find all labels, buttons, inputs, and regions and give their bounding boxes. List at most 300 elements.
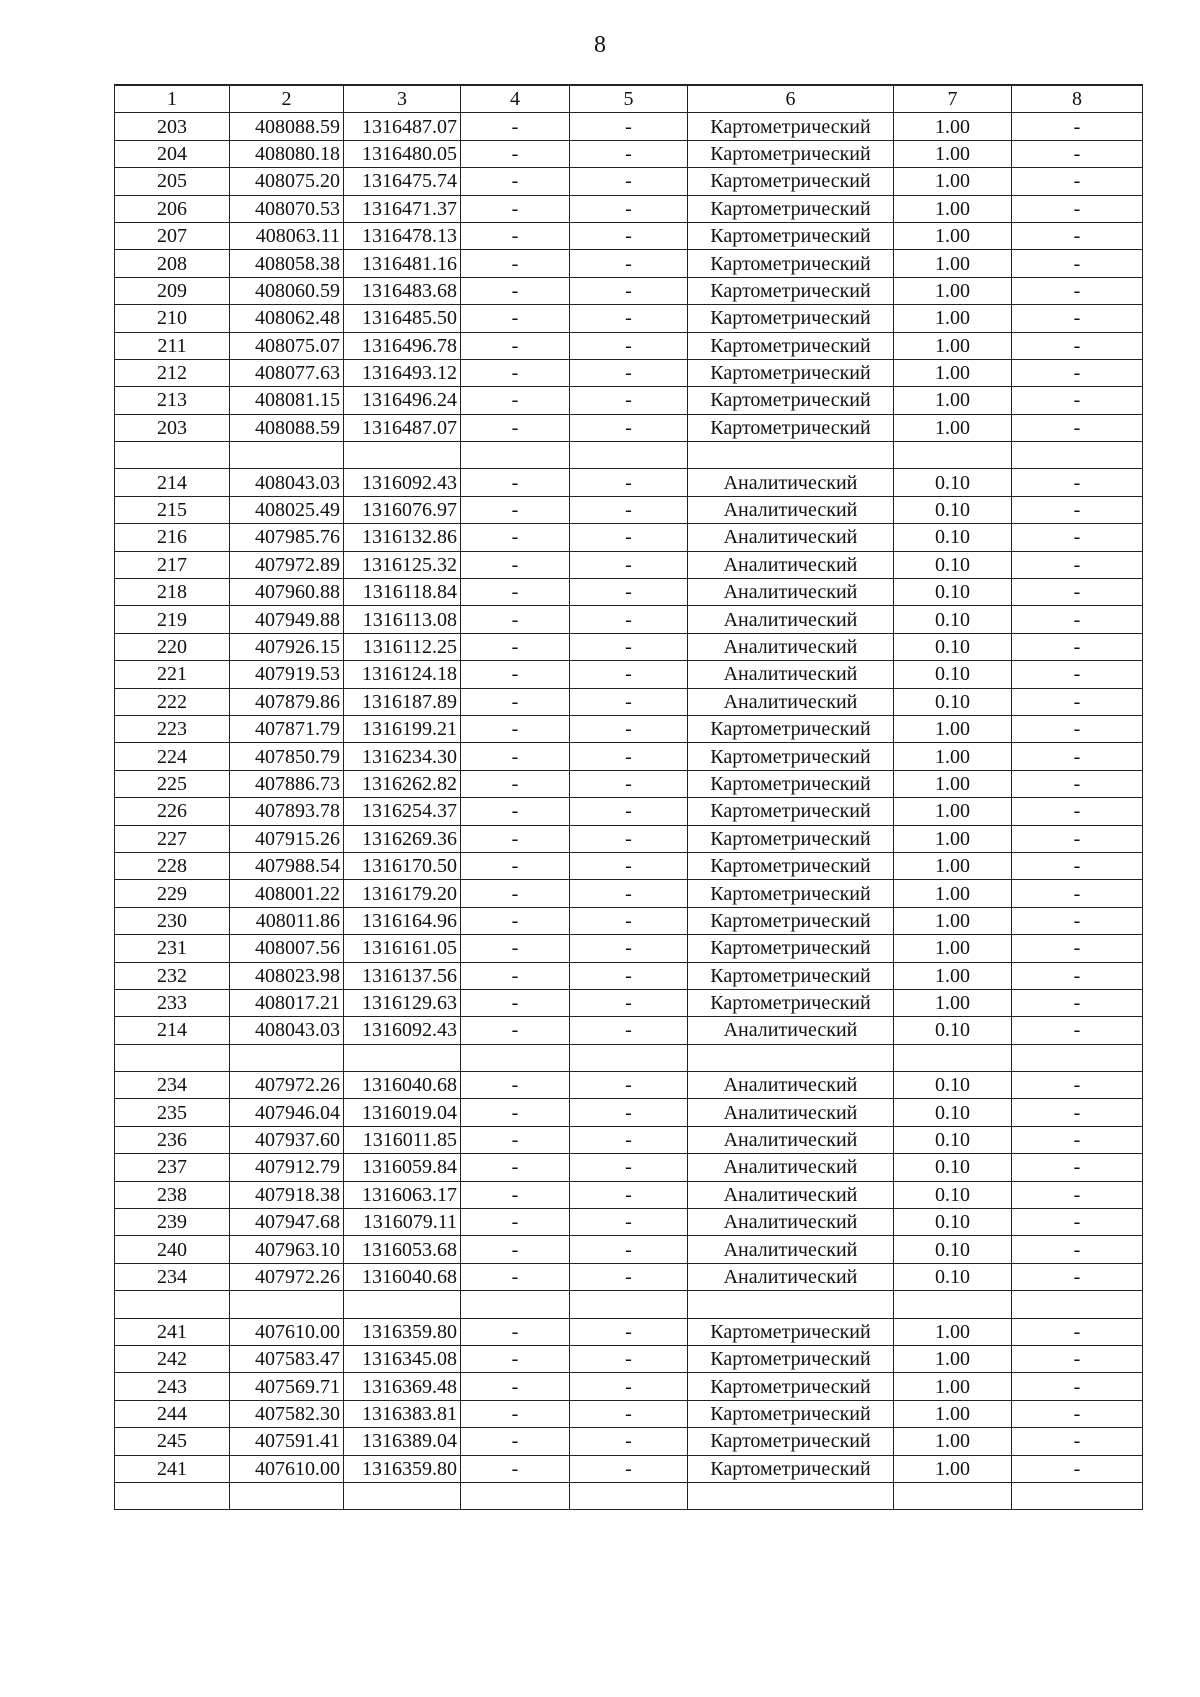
col-4-cell: - xyxy=(461,715,570,742)
table-row xyxy=(115,935,1143,962)
table-row xyxy=(115,387,1143,414)
method-cell: Картометрический xyxy=(688,140,894,167)
y-coordinate-cell: 1316262.82 xyxy=(344,770,461,797)
accuracy-cell: 1.00 xyxy=(894,1373,1012,1400)
method-cell: Аналитический xyxy=(688,1236,894,1263)
col-4-cell: - xyxy=(461,743,570,770)
point-number-cell: 238 xyxy=(115,1181,230,1208)
table-row xyxy=(115,277,1143,304)
table-row xyxy=(115,715,1143,742)
point-number-cell: 224 xyxy=(115,743,230,770)
x-coordinate-cell: 408080.18 xyxy=(230,140,344,167)
y-coordinate-cell: 1316496.24 xyxy=(344,387,461,414)
point-number-cell: 222 xyxy=(115,688,230,715)
y-coordinate-cell: 1316053.68 xyxy=(344,1236,461,1263)
col-8-cell: - xyxy=(1012,1181,1143,1208)
y-coordinate-cell: 1316040.68 xyxy=(344,1072,461,1099)
point-number-cell: 233 xyxy=(115,989,230,1016)
x-coordinate-cell: 407879.86 xyxy=(230,688,344,715)
y-coordinate-cell: 1316389.04 xyxy=(344,1428,461,1455)
col-8-cell: - xyxy=(1012,496,1143,523)
col-4-cell: - xyxy=(461,551,570,578)
y-coordinate-cell: 1316369.48 xyxy=(344,1373,461,1400)
y-coordinate-cell: 1316092.43 xyxy=(344,1017,461,1044)
col-4-cell: - xyxy=(461,1236,570,1263)
y-coordinate-cell: 1316079.11 xyxy=(344,1209,461,1236)
y-coordinate-cell: 1316125.32 xyxy=(344,551,461,578)
accuracy-cell: 0.10 xyxy=(894,551,1012,578)
x-coordinate-cell: 408001.22 xyxy=(230,880,344,907)
column-header: 6 xyxy=(688,85,894,113)
method-cell: Картометрический xyxy=(688,1455,894,1482)
x-coordinate-cell xyxy=(230,1044,344,1071)
col-5-cell: - xyxy=(570,688,688,715)
col-4-cell: - xyxy=(461,1318,570,1345)
method-cell: Картометрический xyxy=(688,1428,894,1455)
accuracy-cell: 0.10 xyxy=(894,524,1012,551)
method-cell xyxy=(688,1482,894,1509)
accuracy-cell: 1.00 xyxy=(894,715,1012,742)
table-header-row xyxy=(115,85,1143,113)
col-4-cell xyxy=(461,1482,570,1509)
point-number-cell: 218 xyxy=(115,579,230,606)
accuracy-cell: 1.00 xyxy=(894,332,1012,359)
method-cell: Аналитический xyxy=(688,688,894,715)
point-number-cell: 204 xyxy=(115,140,230,167)
col-8-cell: - xyxy=(1012,277,1143,304)
x-coordinate-cell: 408075.07 xyxy=(230,332,344,359)
x-coordinate-cell: 408043.03 xyxy=(230,469,344,496)
point-number-cell xyxy=(115,1482,230,1509)
col-8-cell: - xyxy=(1012,1126,1143,1153)
table-spacer-row xyxy=(115,442,1143,469)
col-4-cell: - xyxy=(461,989,570,1016)
col-4-cell: - xyxy=(461,661,570,688)
table-row xyxy=(115,469,1143,496)
table-row xyxy=(115,250,1143,277)
method-cell xyxy=(688,442,894,469)
col-5-cell: - xyxy=(570,1209,688,1236)
point-number-cell: 234 xyxy=(115,1072,230,1099)
column-header: 7 xyxy=(894,85,1012,113)
y-coordinate-cell: 1316011.85 xyxy=(344,1126,461,1153)
col-4-cell: - xyxy=(461,579,570,606)
method-cell: Картометрический xyxy=(688,825,894,852)
method-cell: Аналитический xyxy=(688,1209,894,1236)
table-row xyxy=(115,524,1143,551)
x-coordinate-cell: 408088.59 xyxy=(230,414,344,441)
table-row xyxy=(115,305,1143,332)
x-coordinate-cell: 408011.86 xyxy=(230,907,344,934)
y-coordinate-cell xyxy=(344,442,461,469)
x-coordinate-cell: 407985.76 xyxy=(230,524,344,551)
table-row xyxy=(115,113,1143,140)
point-number-cell: 241 xyxy=(115,1318,230,1345)
method-cell: Аналитический xyxy=(688,1017,894,1044)
col-4-cell: - xyxy=(461,1373,570,1400)
x-coordinate-cell: 408062.48 xyxy=(230,305,344,332)
y-coordinate-cell xyxy=(344,1482,461,1509)
accuracy-cell: 0.10 xyxy=(894,469,1012,496)
x-coordinate-cell: 408060.59 xyxy=(230,277,344,304)
col-8-cell: - xyxy=(1012,387,1143,414)
col-5-cell: - xyxy=(570,332,688,359)
point-number-cell: 203 xyxy=(115,414,230,441)
y-coordinate-cell: 1316199.21 xyxy=(344,715,461,742)
x-coordinate-cell: 408023.98 xyxy=(230,962,344,989)
col-5-cell: - xyxy=(570,1263,688,1290)
point-number-cell: 232 xyxy=(115,962,230,989)
table-row xyxy=(115,1181,1143,1208)
x-coordinate-cell: 408081.15 xyxy=(230,387,344,414)
method-cell: Картометрический xyxy=(688,277,894,304)
accuracy-cell: 1.00 xyxy=(894,880,1012,907)
col-8-cell: - xyxy=(1012,1373,1143,1400)
col-5-cell: - xyxy=(570,880,688,907)
col-8-cell: - xyxy=(1012,688,1143,715)
accuracy-cell: 0.10 xyxy=(894,1154,1012,1181)
accuracy-cell: 0.10 xyxy=(894,1017,1012,1044)
table-row xyxy=(115,606,1143,633)
method-cell: Картометрический xyxy=(688,743,894,770)
table-row xyxy=(115,798,1143,825)
x-coordinate-cell: 407947.68 xyxy=(230,1209,344,1236)
x-coordinate-cell: 408025.49 xyxy=(230,496,344,523)
accuracy-cell: 1.00 xyxy=(894,277,1012,304)
col-4-cell: - xyxy=(461,1099,570,1126)
point-number-cell: 219 xyxy=(115,606,230,633)
accuracy-cell: 1.00 xyxy=(894,140,1012,167)
col-4-cell: - xyxy=(461,825,570,852)
accuracy-cell: 1.00 xyxy=(894,935,1012,962)
col-5-cell: - xyxy=(570,222,688,249)
method-cell: Картометрический xyxy=(688,414,894,441)
col-4-cell: - xyxy=(461,222,570,249)
table-row xyxy=(115,414,1143,441)
x-coordinate-cell: 407918.38 xyxy=(230,1181,344,1208)
accuracy-cell: 0.10 xyxy=(894,1126,1012,1153)
col-5-cell: - xyxy=(570,496,688,523)
x-coordinate-cell: 407893.78 xyxy=(230,798,344,825)
method-cell: Аналитический xyxy=(688,469,894,496)
accuracy-cell: 1.00 xyxy=(894,852,1012,879)
table-row xyxy=(115,962,1143,989)
y-coordinate-cell: 1316019.04 xyxy=(344,1099,461,1126)
col-5-cell: - xyxy=(570,113,688,140)
table-row xyxy=(115,743,1143,770)
col-8-cell: - xyxy=(1012,250,1143,277)
y-coordinate-cell: 1316254.37 xyxy=(344,798,461,825)
col-4-cell: - xyxy=(461,798,570,825)
x-coordinate-cell: 407926.15 xyxy=(230,633,344,660)
table-spacer-row xyxy=(115,1291,1143,1318)
table-row xyxy=(115,1428,1143,1455)
method-cell: Картометрический xyxy=(688,907,894,934)
point-number-cell xyxy=(115,1044,230,1071)
table-row xyxy=(115,195,1143,222)
col-8-cell: - xyxy=(1012,222,1143,249)
table-row xyxy=(115,1209,1143,1236)
method-cell: Аналитический xyxy=(688,524,894,551)
x-coordinate-cell: 408043.03 xyxy=(230,1017,344,1044)
point-number-cell: 244 xyxy=(115,1400,230,1427)
page-number: 8 xyxy=(594,32,606,58)
table-row xyxy=(115,1455,1143,1482)
col-4-cell: - xyxy=(461,414,570,441)
col-5-cell: - xyxy=(570,277,688,304)
method-cell xyxy=(688,1291,894,1318)
col-4-cell: - xyxy=(461,907,570,934)
x-coordinate-cell: 407591.41 xyxy=(230,1428,344,1455)
col-8-cell: - xyxy=(1012,989,1143,1016)
x-coordinate-cell: 408088.59 xyxy=(230,113,344,140)
accuracy-cell: 1.00 xyxy=(894,387,1012,414)
x-coordinate-cell: 407960.88 xyxy=(230,579,344,606)
accuracy-cell: 0.10 xyxy=(894,633,1012,660)
accuracy-cell: 0.10 xyxy=(894,606,1012,633)
col-8-cell: - xyxy=(1012,305,1143,332)
method-cell: Аналитический xyxy=(688,1181,894,1208)
col-5-cell: - xyxy=(570,1400,688,1427)
method-cell: Картометрический xyxy=(688,798,894,825)
point-number-cell: 243 xyxy=(115,1373,230,1400)
point-number-cell xyxy=(115,1291,230,1318)
y-coordinate-cell: 1316345.08 xyxy=(344,1345,461,1372)
x-coordinate-cell: 407886.73 xyxy=(230,770,344,797)
col-8-cell: - xyxy=(1012,1236,1143,1263)
table-row xyxy=(115,496,1143,523)
col-8-cell: - xyxy=(1012,715,1143,742)
col-4-cell: - xyxy=(461,1072,570,1099)
point-number-cell: 210 xyxy=(115,305,230,332)
col-8-cell: - xyxy=(1012,798,1143,825)
col-4-cell: - xyxy=(461,606,570,633)
y-coordinate-cell: 1316481.16 xyxy=(344,250,461,277)
table-row xyxy=(115,1236,1143,1263)
column-header: 4 xyxy=(461,85,570,113)
col-5-cell: - xyxy=(570,1455,688,1482)
method-cell: Аналитический xyxy=(688,633,894,660)
col-4-cell: - xyxy=(461,140,570,167)
table-row xyxy=(115,633,1143,660)
table-row xyxy=(115,825,1143,852)
x-coordinate-cell: 407937.60 xyxy=(230,1126,344,1153)
y-coordinate-cell: 1316187.89 xyxy=(344,688,461,715)
accuracy-cell: 1.00 xyxy=(894,798,1012,825)
accuracy-cell: 1.00 xyxy=(894,168,1012,195)
point-number-cell: 214 xyxy=(115,1017,230,1044)
table-row xyxy=(115,1373,1143,1400)
method-cell: Картометрический xyxy=(688,935,894,962)
y-coordinate-cell: 1316161.05 xyxy=(344,935,461,962)
col-5-cell: - xyxy=(570,1126,688,1153)
point-number-cell: 217 xyxy=(115,551,230,578)
point-number-cell: 221 xyxy=(115,661,230,688)
col-5-cell: - xyxy=(570,359,688,386)
col-4-cell: - xyxy=(461,168,570,195)
y-coordinate-cell: 1316234.30 xyxy=(344,743,461,770)
table-row xyxy=(115,1263,1143,1290)
method-cell: Аналитический xyxy=(688,496,894,523)
col-4-cell xyxy=(461,1044,570,1071)
col-4-cell: - xyxy=(461,113,570,140)
point-number-cell: 223 xyxy=(115,715,230,742)
col-4-cell: - xyxy=(461,1428,570,1455)
x-coordinate-cell: 408007.56 xyxy=(230,935,344,962)
col-4-cell: - xyxy=(461,195,570,222)
col-8-cell: - xyxy=(1012,1455,1143,1482)
column-header: 8 xyxy=(1012,85,1143,113)
accuracy-cell xyxy=(894,1482,1012,1509)
x-coordinate-cell: 407972.26 xyxy=(230,1263,344,1290)
method-cell: Аналитический xyxy=(688,1126,894,1153)
col-4-cell: - xyxy=(461,469,570,496)
coordinates-table xyxy=(114,84,1143,1510)
col-8-cell: - xyxy=(1012,1017,1143,1044)
point-number-cell: 208 xyxy=(115,250,230,277)
y-coordinate-cell: 1316113.08 xyxy=(344,606,461,633)
col-4-cell: - xyxy=(461,1126,570,1153)
point-number-cell: 216 xyxy=(115,524,230,551)
y-coordinate-cell: 1316124.18 xyxy=(344,661,461,688)
y-coordinate-cell: 1316132.86 xyxy=(344,524,461,551)
accuracy-cell: 1.00 xyxy=(894,1345,1012,1372)
y-coordinate-cell: 1316485.50 xyxy=(344,305,461,332)
point-number-cell: 213 xyxy=(115,387,230,414)
method-cell: Картометрический xyxy=(688,113,894,140)
accuracy-cell: 1.00 xyxy=(894,414,1012,441)
col-5-cell: - xyxy=(570,962,688,989)
col-5-cell: - xyxy=(570,907,688,934)
col-5-cell: - xyxy=(570,579,688,606)
table-row xyxy=(115,579,1143,606)
accuracy-cell: 1.00 xyxy=(894,743,1012,770)
column-header: 5 xyxy=(570,85,688,113)
col-5-cell: - xyxy=(570,1373,688,1400)
col-5-cell: - xyxy=(570,1428,688,1455)
col-4-cell: - xyxy=(461,1017,570,1044)
y-coordinate-cell xyxy=(344,1291,461,1318)
col-5-cell: - xyxy=(570,140,688,167)
method-cell: Картометрический xyxy=(688,1345,894,1372)
point-number-cell: 234 xyxy=(115,1263,230,1290)
x-coordinate-cell: 407912.79 xyxy=(230,1154,344,1181)
col-8-cell: - xyxy=(1012,1154,1143,1181)
col-4-cell: - xyxy=(461,496,570,523)
table-row xyxy=(115,551,1143,578)
col-4-cell: - xyxy=(461,1181,570,1208)
accuracy-cell xyxy=(894,1291,1012,1318)
point-number-cell: 231 xyxy=(115,935,230,962)
col-4-cell: - xyxy=(461,387,570,414)
method-cell: Картометрический xyxy=(688,195,894,222)
table-row xyxy=(115,1154,1143,1181)
col-5-cell: - xyxy=(570,770,688,797)
method-cell: Аналитический xyxy=(688,1072,894,1099)
col-4-cell: - xyxy=(461,277,570,304)
table-row xyxy=(115,880,1143,907)
accuracy-cell: 0.10 xyxy=(894,1209,1012,1236)
y-coordinate-cell: 1316359.80 xyxy=(344,1318,461,1345)
col-5-cell: - xyxy=(570,524,688,551)
point-number-cell: 230 xyxy=(115,907,230,934)
table-row xyxy=(115,140,1143,167)
y-coordinate-cell: 1316478.13 xyxy=(344,222,461,249)
y-coordinate-cell: 1316059.84 xyxy=(344,1154,461,1181)
method-cell: Аналитический xyxy=(688,606,894,633)
x-coordinate-cell: 408017.21 xyxy=(230,989,344,1016)
table-row xyxy=(115,1318,1143,1345)
col-5-cell: - xyxy=(570,852,688,879)
accuracy-cell: 1.00 xyxy=(894,1455,1012,1482)
col-8-cell: - xyxy=(1012,935,1143,962)
x-coordinate-cell: 407610.00 xyxy=(230,1318,344,1345)
col-5-cell: - xyxy=(570,387,688,414)
point-number-cell: 211 xyxy=(115,332,230,359)
x-coordinate-cell: 407946.04 xyxy=(230,1099,344,1126)
point-number-cell: 206 xyxy=(115,195,230,222)
method-cell: Картометрический xyxy=(688,1318,894,1345)
col-5-cell: - xyxy=(570,633,688,660)
col-4-cell: - xyxy=(461,359,570,386)
accuracy-cell: 1.00 xyxy=(894,825,1012,852)
col-8-cell: - xyxy=(1012,743,1143,770)
x-coordinate-cell: 408075.20 xyxy=(230,168,344,195)
col-5-cell: - xyxy=(570,1072,688,1099)
col-8-cell: - xyxy=(1012,1400,1143,1427)
y-coordinate-cell xyxy=(344,1044,461,1071)
col-8-cell: - xyxy=(1012,1345,1143,1372)
accuracy-cell: 0.10 xyxy=(894,1099,1012,1126)
point-number-cell: 235 xyxy=(115,1099,230,1126)
col-8-cell: - xyxy=(1012,195,1143,222)
y-coordinate-cell: 1316269.36 xyxy=(344,825,461,852)
x-coordinate-cell: 408063.11 xyxy=(230,222,344,249)
table-row xyxy=(115,907,1143,934)
col-5-cell: - xyxy=(570,551,688,578)
col-5-cell: - xyxy=(570,715,688,742)
col-8-cell: - xyxy=(1012,633,1143,660)
method-cell: Картометрический xyxy=(688,1373,894,1400)
method-cell: Картометрический xyxy=(688,305,894,332)
method-cell: Аналитический xyxy=(688,1099,894,1126)
col-5-cell: - xyxy=(570,798,688,825)
x-coordinate-cell: 407569.71 xyxy=(230,1373,344,1400)
point-number-cell: 209 xyxy=(115,277,230,304)
y-coordinate-cell: 1316118.84 xyxy=(344,579,461,606)
y-coordinate-cell: 1316493.12 xyxy=(344,359,461,386)
col-5-cell: - xyxy=(570,469,688,496)
x-coordinate-cell: 407850.79 xyxy=(230,743,344,770)
col-5-cell: - xyxy=(570,989,688,1016)
accuracy-cell: 0.10 xyxy=(894,1263,1012,1290)
column-header: 3 xyxy=(344,85,461,113)
col-4-cell: - xyxy=(461,524,570,551)
col-8-cell: - xyxy=(1012,168,1143,195)
method-cell: Аналитический xyxy=(688,579,894,606)
point-number-cell: 228 xyxy=(115,852,230,879)
accuracy-cell: 1.00 xyxy=(894,305,1012,332)
table-row xyxy=(115,168,1143,195)
col-4-cell xyxy=(461,1291,570,1318)
col-4-cell xyxy=(461,442,570,469)
y-coordinate-cell: 1316179.20 xyxy=(344,880,461,907)
col-8-cell: - xyxy=(1012,1318,1143,1345)
point-number-cell: 205 xyxy=(115,168,230,195)
point-number-cell: 214 xyxy=(115,469,230,496)
accuracy-cell: 1.00 xyxy=(894,359,1012,386)
col-4-cell: - xyxy=(461,962,570,989)
